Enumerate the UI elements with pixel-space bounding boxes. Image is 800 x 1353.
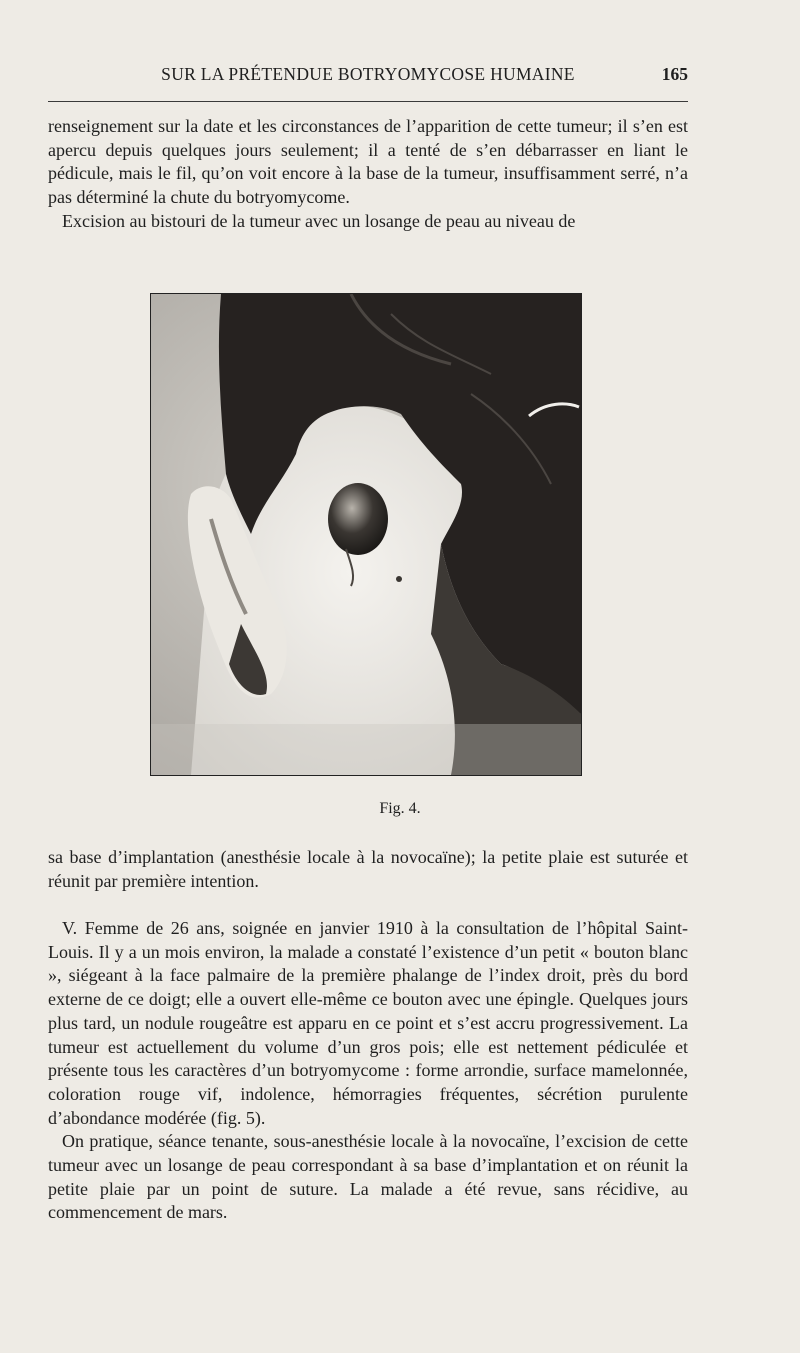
- photo-head-with-tumor: [151, 294, 581, 775]
- text-block-after-figure: [48, 846, 688, 893]
- text-block-case-v: [48, 917, 688, 1225]
- running-title: SUR LA PRÉTENDUE BOTRYOMYCOSE HUMAINE: [161, 64, 575, 84]
- page-number: 165: [661, 64, 688, 84]
- paragraph-5: On pratique, séance tenante, sous-anesthésie locale à la novocaïne, l’excision de cette tumeur avec un losange de peau correspondant à sa base d’implantation et on réunit la petite plaie par un point de suture. La malade a été revue, sans récidive, au commencement de mars.: [48, 1131, 688, 1223]
- text-block-top: [48, 115, 688, 234]
- paragraph-1: renseignement sur la date et les circonstances de l’apparition de cette tumeur; il s’en est apercu depuis quelques jours seulement; il a tenté de s’en débarrasser en liant le pédicule, mais le fil, qu’on voit encore à la base de la tumeur, insuffisamment serré, n’a pas déterminé la chute du botryomycome.: [48, 116, 688, 208]
- page-header: [48, 64, 688, 88]
- figure-photograph: [150, 293, 582, 776]
- figure-caption: Fig. 4.: [379, 800, 421, 817]
- header-rule: [48, 101, 688, 102]
- paragraph-2: Excision au bistouri de la tumeur avec un losange de peau au niveau de: [62, 210, 576, 231]
- paragraph-3: sa base d’implantation (anesthésie locale à la novocaïne); la petite plaie est suturée et réunit par première intention.: [48, 847, 688, 891]
- paragraph-4: V. Femme de 26 ans, soignée en janvier 1910 à la consultation de l’hôpital Saint-Louis. Il y a un mois environ, la malade a constaté l’existence d’un petit « bouton blanc », siégeant à la face palmaire de la première phalange de l’index droit, près du bord externe de ce doigt; elle a ouvert elle-même ce bouton avec une épingle. Quelques jours plus tard, un nodule rougeâtre est apparu en ce point et s’est accru progressivement. La tumeur est actuellement du volume d’un gros pois; elle est nettement pédiculée et présente tous les caractères d’un botryomycome : forme arrondie, surface mamelonnée, coloration rouge vif, indolence, hémorragies fréquentes, sécrétion purulente d’abondance modérée (fig. 5).: [48, 918, 688, 1128]
